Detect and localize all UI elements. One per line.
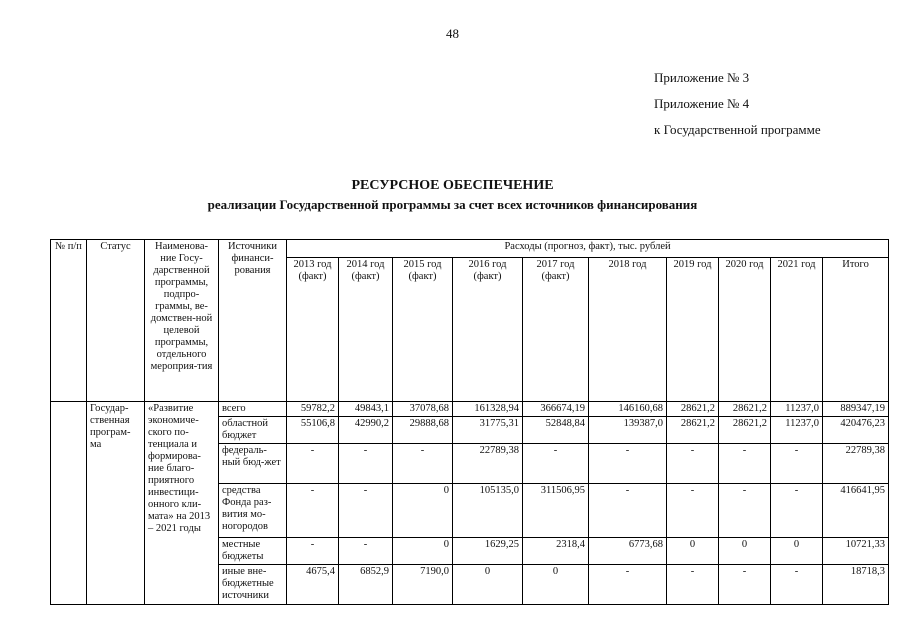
source-cell: иные вне-бюджетные источники	[219, 565, 287, 605]
header-name: Наименова-ние Госу-дарственной программы, подпро-граммы, ве-домствен-ной целевой программы, отдельного мероприя-тия	[145, 240, 219, 402]
header-year: 2020 год	[719, 258, 771, 402]
value-cell: -	[667, 484, 719, 538]
total-cell: 889347,19	[823, 402, 889, 417]
value-cell: 0	[719, 538, 771, 565]
value-cell: 6773,68	[589, 538, 667, 565]
document-title: РЕСУРСНОЕ ОБЕСПЕЧЕНИЕ	[351, 178, 554, 193]
header-sources: Источники финанси-рования	[219, 240, 287, 402]
value-cell: 28621,2	[719, 417, 771, 444]
document-subtitle: реализации Государственной программы за счет всех источников финансирования	[207, 197, 698, 212]
value-cell: 6852,9	[339, 565, 393, 605]
header-year: 2021 год	[771, 258, 823, 402]
value-cell: -	[719, 565, 771, 605]
total-cell: 416641,95	[823, 484, 889, 538]
header-num: № п/п	[51, 240, 87, 402]
program-name-cell: «Развитие экономиче-ского по-тенциала и формирова-ние благо-приятного инвестици-онного кли-мата» на 2013 – 2021 годы	[145, 402, 219, 605]
value-cell: 28621,2	[667, 417, 719, 444]
value-cell: -	[667, 565, 719, 605]
source-cell: всего	[219, 402, 287, 417]
value-cell: -	[589, 444, 667, 484]
appendix-line-2: Приложение № 4	[654, 96, 750, 111]
value-cell: 22789,38	[453, 444, 523, 484]
value-cell: -	[589, 565, 667, 605]
value-cell: -	[287, 444, 339, 484]
value-cell: 28621,2	[719, 402, 771, 417]
value-cell: 139387,0	[589, 417, 667, 444]
header-total: Итого	[823, 258, 889, 402]
table-row	[51, 402, 889, 417]
page-number: 48	[446, 26, 459, 41]
value-cell: -	[719, 484, 771, 538]
total-cell: 22789,38	[823, 444, 889, 484]
value-cell: 1629,25	[453, 538, 523, 565]
value-cell: 28621,2	[667, 402, 719, 417]
value-cell: 0	[393, 538, 453, 565]
value-cell: -	[339, 484, 393, 538]
source-cell: местные бюджеты	[219, 538, 287, 565]
value-cell: 2318,4	[523, 538, 589, 565]
header-year: 2015 год (факт)	[393, 258, 453, 402]
header-year: 2019 год	[667, 258, 719, 402]
header-year: 2014 год (факт)	[339, 258, 393, 402]
value-cell: 55106,8	[287, 417, 339, 444]
value-cell: 146160,68	[589, 402, 667, 417]
value-cell: 11237,0	[771, 417, 823, 444]
total-cell: 10721,33	[823, 538, 889, 565]
value-cell: 105135,0	[453, 484, 523, 538]
header-expenses: Расходы (прогноз, факт), тыс. рублей	[287, 240, 889, 258]
total-cell: 420476,23	[823, 417, 889, 444]
value-cell: 0	[771, 538, 823, 565]
value-cell: 29888,68	[393, 417, 453, 444]
total-cell: 18718,3	[823, 565, 889, 605]
value-cell: -	[771, 444, 823, 484]
value-cell: -	[589, 484, 667, 538]
value-cell: -	[393, 444, 453, 484]
value-cell: 49843,1	[339, 402, 393, 417]
value-cell: -	[287, 538, 339, 565]
value-cell: 52848,84	[523, 417, 589, 444]
value-cell: 4675,4	[287, 565, 339, 605]
value-cell: -	[339, 444, 393, 484]
value-cell: 0	[523, 565, 589, 605]
row-num-cell	[51, 402, 87, 605]
value-cell: -	[771, 565, 823, 605]
source-cell: средства Фонда раз-вития мо-ногородов	[219, 484, 287, 538]
value-cell: 7190,0	[393, 565, 453, 605]
value-cell: 42990,2	[339, 417, 393, 444]
value-cell: 311506,95	[523, 484, 589, 538]
value-cell: -	[771, 484, 823, 538]
value-cell: -	[287, 484, 339, 538]
value-cell: 11237,0	[771, 402, 823, 417]
header-year: 2017 год (факт)	[523, 258, 589, 402]
appendix-line-3: к Государственной программе	[654, 122, 821, 137]
source-cell: областной бюджет	[219, 417, 287, 444]
source-cell: федераль-ный бюд-жет	[219, 444, 287, 484]
value-cell: 37078,68	[393, 402, 453, 417]
value-cell: -	[339, 538, 393, 565]
value-cell: -	[523, 444, 589, 484]
header-year: 2013 год (факт)	[287, 258, 339, 402]
header-year: 2018 год	[589, 258, 667, 402]
value-cell: 0	[393, 484, 453, 538]
value-cell: 366674,19	[523, 402, 589, 417]
status-cell: Государ-ственная програм-ма	[87, 402, 145, 605]
value-cell: 31775,31	[453, 417, 523, 444]
value-cell: 0	[667, 538, 719, 565]
appendix-line-1: Приложение № 3	[654, 70, 750, 85]
value-cell: 161328,94	[453, 402, 523, 417]
value-cell: -	[667, 444, 719, 484]
header-year: 2016 год (факт)	[453, 258, 523, 402]
value-cell: -	[719, 444, 771, 484]
header-status: Статус	[87, 240, 145, 402]
resource-table	[50, 239, 889, 605]
value-cell: 59782,2	[287, 402, 339, 417]
value-cell: 0	[453, 565, 523, 605]
